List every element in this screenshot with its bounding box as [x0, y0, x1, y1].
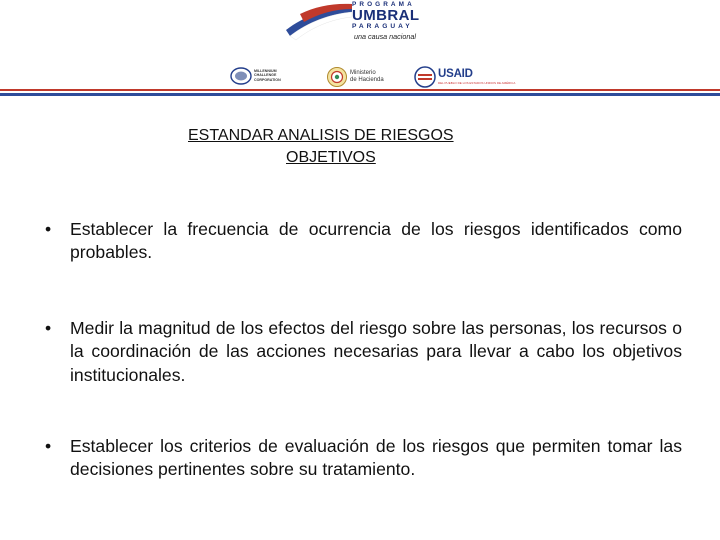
mcc-label: MILLENNIUM CHALLENGE CORPORATION — [254, 69, 281, 82]
slide-title-line2: OBJETIVOS — [286, 149, 376, 166]
mcc-logo — [230, 66, 310, 88]
header-divider — [0, 89, 720, 97]
program-top-text: PROGRAMA — [352, 1, 415, 8]
hacienda-label: Ministerio de Hacienda — [350, 70, 384, 83]
program-country: PARAGUAY — [352, 23, 413, 30]
bullet-icon: • — [45, 436, 52, 456]
usaid-seal-icon — [414, 66, 436, 88]
bullet-text: Establecer la frecuencia de ocurrencia de los riesgos identificados como probables. — [70, 219, 682, 263]
partner-logos — [230, 66, 516, 88]
bullet-icon: • — [45, 219, 52, 239]
slide-title — [186, 125, 536, 169]
program-name: UMBRAL — [352, 7, 420, 24]
hacienda-logo — [326, 66, 406, 88]
usaid-logo — [414, 66, 516, 88]
bullet-text: Establecer los criterios de evaluación de los riesgos que permiten tomar las decisiones pertinentes sobre su tratamiento. — [70, 436, 682, 480]
bullet-icon: • — [45, 318, 52, 338]
usaid-label: USAID — [438, 68, 473, 80]
program-tagline: una causa nacional — [354, 32, 416, 41]
mcc-seal-icon — [230, 66, 252, 86]
flag-swoosh-icon — [284, 0, 356, 44]
usaid-subtitle: DEL PUEBLO DE LOS ESTADOS UNIDOS DE AMÉRICA — [438, 81, 516, 85]
slide-title-line1: ESTANDAR ANALISIS DE RIESGOS — [188, 127, 454, 144]
bullet-text: Medir la magnitud de los efectos del riesgo sobre las personas, los recursos o la coordinación de las acciones necesarias para llevar a cabo los objetivos institucionales. — [70, 318, 682, 385]
paraguay-seal-icon — [326, 66, 348, 88]
